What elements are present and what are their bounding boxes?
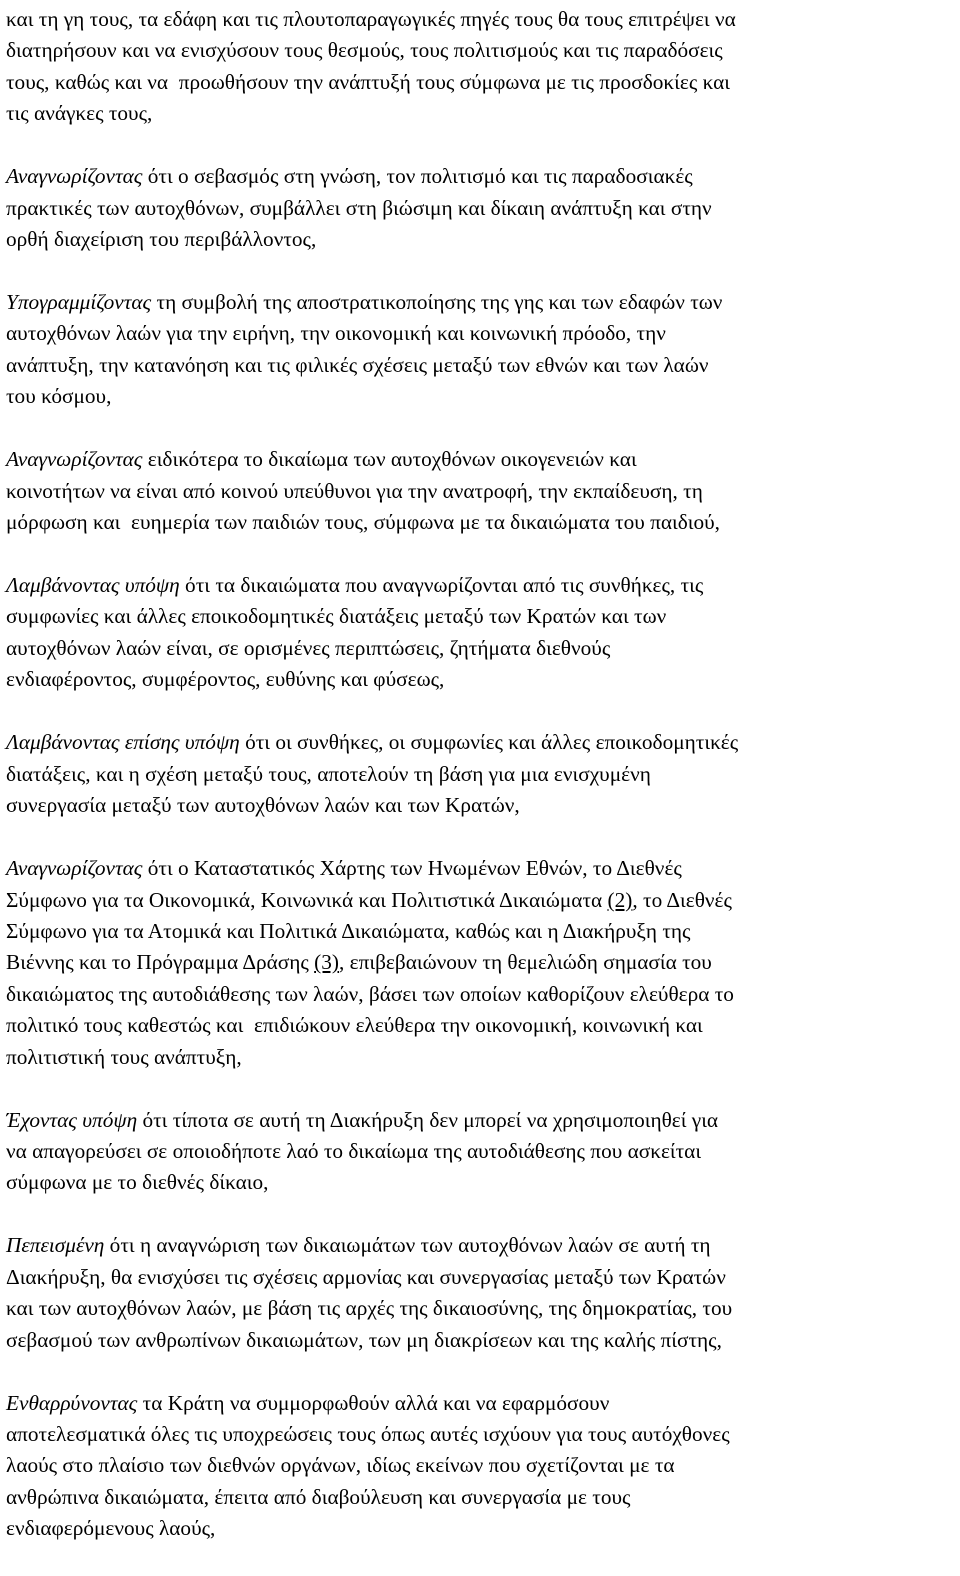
text-segment: λαούς στο πλαίσιο των διεθνών οργάνων, ιδίως εκείνων που σχετίζονται με τα xyxy=(6,1453,675,1478)
text-line xyxy=(6,1167,954,1198)
lead-phrase: Λαμβάνοντας επίσης υπόψη xyxy=(6,730,240,755)
text-line xyxy=(6,853,954,884)
text-line xyxy=(6,381,954,412)
text-segment: τις ανάγκες τους, xyxy=(6,101,153,126)
paragraph xyxy=(6,1230,954,1356)
paragraph xyxy=(6,4,954,130)
text-segment: τα Κράτη να συμμορφωθούν αλλά και να εφαρμόσουν xyxy=(137,1390,610,1415)
paragraph xyxy=(6,444,954,538)
text-line xyxy=(6,947,954,978)
text-line xyxy=(6,476,954,507)
text-line xyxy=(6,1325,954,1356)
text-line xyxy=(6,224,954,255)
text-line xyxy=(6,570,954,601)
text-segment: αυτοχθόνων λαών είναι, σε ορισμένες περιπτώσεις, ζητήματα διεθνούς xyxy=(6,635,611,660)
text-line xyxy=(6,350,954,381)
text-segment: ότι η αναγνώριση των δικαιωμάτων των αυτοχθόνων λαών σε αυτή τη xyxy=(104,1233,711,1258)
lead-phrase: Λαμβάνοντας υπόψη xyxy=(6,573,180,598)
text-line xyxy=(6,759,954,790)
text-segment: ότι τα δικαιώματα που αναγνωρίζονται από τις συνθήκες, τις xyxy=(179,573,704,598)
text-line xyxy=(6,161,954,192)
text-line xyxy=(6,664,954,695)
text-segment: Βιέννης και το Πρόγραμμα Δράσης xyxy=(6,950,315,975)
text-segment: αποτελεσματικά όλες τις υποχρεώσεις τους όπως αυτές ισχύουν για τους αυτόχθονες xyxy=(6,1421,730,1446)
text-line xyxy=(6,1230,954,1261)
text-segment: μόρφωση και ευημερία των παιδιών τους, σύμφωνα με τα δικαιώματα του παιδιού, xyxy=(6,510,721,535)
text-line xyxy=(6,444,954,475)
text-line xyxy=(6,4,954,35)
text-line xyxy=(6,35,954,66)
text-line xyxy=(6,318,954,349)
lead-phrase: Αναγνωρίζοντας xyxy=(6,164,143,189)
lead-phrase: Αναγνωρίζοντας xyxy=(6,856,143,881)
text-line xyxy=(6,601,954,632)
paragraph xyxy=(6,1388,954,1545)
text-line xyxy=(6,979,954,1010)
text-line xyxy=(6,1042,954,1073)
text-segment: συνεργασία μεταξύ των αυτοχθόνων λαών και των Κρατών, xyxy=(6,793,520,818)
text-segment: , επιβεβαιώνουν τη θεμελιώδη σημασία του xyxy=(339,950,712,975)
text-line xyxy=(6,1105,954,1136)
text-segment: , το Διεθνές xyxy=(632,887,732,912)
text-line xyxy=(6,727,954,758)
text-line xyxy=(6,633,954,664)
document-page xyxy=(6,4,954,1576)
lead-phrase: Πεπεισμένη xyxy=(6,1233,105,1258)
text-line xyxy=(6,98,954,129)
text-segment: τη συμβολή της αποστρατικοποίησης της γης και των εδαφών των xyxy=(151,290,723,315)
text-segment: συμφωνίες και άλλες εποικοδομητικές διατάξεις μεταξύ των Κρατών και των xyxy=(6,604,667,629)
text-segment: ότι ο σεβασμός στη γνώση, τον πολιτισμό και τις παραδοσιακές xyxy=(142,164,693,189)
text-line xyxy=(6,507,954,538)
lead-phrase: Αναγνωρίζοντας xyxy=(6,447,143,472)
text-segment: Σύμφωνο για τα Ατομικά και Πολιτικά Δικαιώματα, καθώς και η Διακήρυξη της xyxy=(6,918,691,943)
text-segment: διατάξεις, και η σχέση μεταξύ τους, αποτελούν τη βάση για μια ενισχυμένη xyxy=(6,761,651,786)
text-line xyxy=(6,1450,954,1481)
text-segment: πολιτικό τους καθεστώς και επιδιώκουν ελεύθερα την οικονομική, κοινωνική και xyxy=(6,1013,703,1038)
text-segment: κοινοτήτων να είναι από κοινού υπεύθυνοι για την ανατροφή, την εκπαίδευση, τη xyxy=(6,478,703,503)
text-segment: Σύμφωνο για τα Οικονομικά, Κοινωνικά και Πολιτιστικά Δικαιώματα xyxy=(6,887,608,912)
text-line xyxy=(6,1010,954,1041)
lead-phrase: Έχοντας υπόψη xyxy=(6,1107,138,1132)
text-line xyxy=(6,193,954,224)
text-line xyxy=(6,67,954,98)
text-segment: αυτοχθόνων λαών για την ειρήνη, την οικονομική και κοινωνική πρόοδο, την xyxy=(6,321,666,346)
text-segment: και των αυτοχθόνων λαών, με βάση τις αρχές της δικαιοσύνης, της δημοκρατίας, του xyxy=(6,1296,733,1321)
text-line xyxy=(6,1293,954,1324)
footnote-reference: (3) xyxy=(314,950,340,975)
text-segment: να απαγορεύσει σε οποιοδήποτε λαό το δικαίωμα της αυτοδιάθεσης που ασκείται xyxy=(6,1138,702,1163)
text-segment: διατηρήσουν και να ενισχύσουν τους θεσμούς, τους πολιτισμούς και τις παραδόσεις xyxy=(6,38,723,63)
text-segment: ειδικότερα το δικαίωμα των αυτοχθόνων οικογενειών και xyxy=(142,447,637,472)
text-line xyxy=(6,885,954,916)
paragraph xyxy=(6,161,954,255)
paragraph xyxy=(6,570,954,696)
text-line xyxy=(6,1136,954,1167)
text-segment: ορθή διαχείριση του περιβάλλοντος, xyxy=(6,227,317,252)
text-segment: Διακήρυξη, θα ενισχύσει τις σχέσεις αρμονίας και συνεργασίας μεταξύ των Κρατών xyxy=(6,1264,726,1289)
text-segment: πρακτικές των αυτοχθόνων, συμβάλλει στη βιώσιμη και δίκαιη ανάπτυξη και στην xyxy=(6,195,712,220)
text-line xyxy=(6,790,954,821)
paragraph xyxy=(6,1105,954,1199)
text-segment: ότι τίποτα σε αυτή τη Διακήρυξη δεν μπορεί να χρησιμοποιηθεί για xyxy=(137,1107,719,1132)
text-segment: δικαιώματος της αυτοδιάθεσης των λαών, βάσει των οποίων καθορίζουν ελεύθερα το xyxy=(6,981,734,1006)
text-line xyxy=(6,1513,954,1544)
text-segment: ανθρώπινα δικαιώματα, έπειτα από διαβούλευση και συνεργασία με τους xyxy=(6,1484,631,1509)
text-segment: ανάπτυξη, την κατανόηση και τις φιλικές σχέσεις μεταξύ των εθνών και των λαών xyxy=(6,352,709,377)
footnote-reference: (2) xyxy=(607,887,633,912)
lead-phrase: Υπογραμμίζοντας xyxy=(6,290,152,315)
text-line xyxy=(6,1262,954,1293)
text-segment: σύμφωνα με το διεθνές δίκαιο, xyxy=(6,1170,269,1195)
text-line xyxy=(6,1388,954,1419)
paragraph xyxy=(6,287,954,413)
text-line xyxy=(6,1482,954,1513)
text-segment: πολιτιστική τους ανάπτυξη, xyxy=(6,1044,242,1069)
text-segment: σεβασμού των ανθρωπίνων δικαιωμάτων, των μη διακρίσεων και της καλής πίστης, xyxy=(6,1327,722,1352)
text-line xyxy=(6,1419,954,1450)
text-segment: ότι ο Καταστατικός Χάρτης των Ηνωμένων Εθνών, το Διεθνές xyxy=(142,856,682,881)
text-segment: ενδιαφέροντος, συμφέροντος, ευθύνης και φύσεως, xyxy=(6,667,445,692)
text-line xyxy=(6,287,954,318)
paragraph xyxy=(6,853,954,1073)
text-segment: ενδιαφερόμενους λαούς, xyxy=(6,1516,216,1541)
text-segment: και τη γη τους, τα εδάφη και τις πλουτοπαραγωγικές πηγές τους θα τους επιτρέψει να xyxy=(6,7,736,31)
text-line xyxy=(6,916,954,947)
text-segment: ότι οι συνθήκες, οι συμφωνίες και άλλες εποικοδομητικές xyxy=(239,730,739,755)
text-segment: του κόσμου, xyxy=(6,384,112,409)
text-segment: τους, καθώς και να προωθήσουν την ανάπτυξή τους σύμφωνα με τις προσδοκίες και xyxy=(6,69,731,94)
lead-phrase: Ενθαρρύνοντας xyxy=(6,1390,138,1415)
paragraph xyxy=(6,727,954,821)
